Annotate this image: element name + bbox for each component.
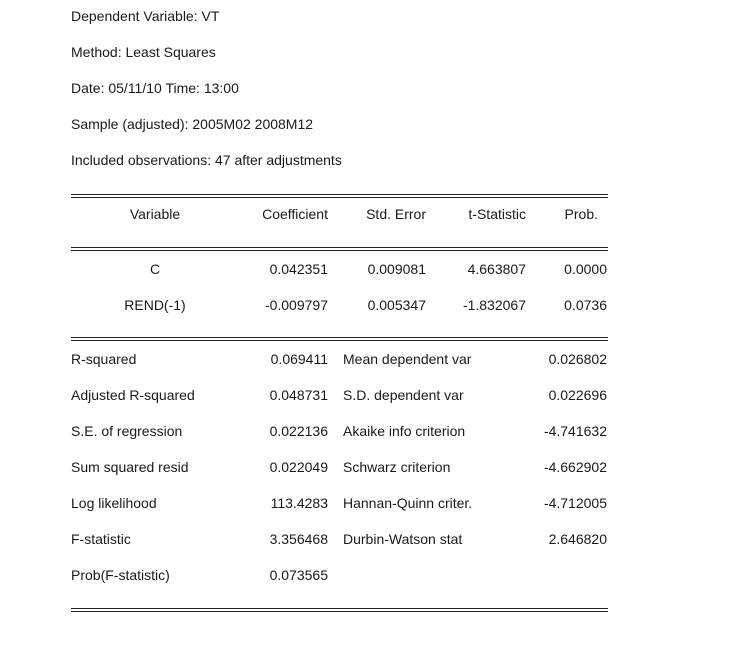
stat-value: 0.026802 — [548, 351, 607, 367]
stat-value: -4.712005 — [543, 495, 607, 511]
stat-value: 0.022696 — [548, 387, 607, 403]
sample-line: Sample (adjusted): 2005M02 2008M12 — [71, 116, 314, 132]
stat-label: R-squared — [71, 351, 137, 367]
stat-value: 2.646820 — [548, 531, 607, 547]
stat-label: S.E. of regression — [71, 423, 183, 439]
table-top-rule — [71, 194, 608, 198]
stat-label: Adjusted R-squared — [71, 387, 195, 403]
col-header-std-error: Std. Error — [366, 206, 426, 222]
coef-bottom-rule — [71, 337, 608, 341]
method-line: Method: Least Squares — [71, 44, 216, 60]
col-header-coefficient: Coefficient — [262, 206, 328, 222]
stat-value: -4.741632 — [543, 423, 607, 439]
col-header-t-statistic: t-Statistic — [468, 206, 526, 222]
stat-label: Akaike info criterion — [343, 423, 466, 439]
t-statistic-cell: -1.832067 — [462, 297, 526, 313]
observations-line: Included observations: 47 after adjustments — [71, 152, 342, 168]
stat-value: 0.022136 — [269, 423, 328, 439]
col-header-prob: Prob. — [564, 206, 598, 222]
stat-label: Prob(F-statistic) — [71, 567, 170, 583]
stat-value: 113.4283 — [270, 495, 328, 511]
dependent-variable-line: Dependent Variable: VT — [71, 8, 220, 24]
stat-label: Schwarz criterion — [343, 459, 451, 475]
stat-value: 3.356468 — [269, 531, 328, 547]
stat-label: Sum squared resid — [71, 459, 189, 475]
header-bottom-rule — [71, 247, 608, 251]
std-error-cell: 0.009081 — [367, 261, 426, 277]
stat-label: Log likelihood — [71, 495, 157, 511]
stat-label: Hannan-Quinn criter. — [343, 495, 473, 511]
stat-label: Durbin-Watson stat — [343, 531, 463, 547]
coefficient-cell: 0.042351 — [269, 261, 328, 277]
stat-label: S.D. dependent var — [343, 387, 464, 403]
stat-value: 0.069411 — [270, 351, 328, 367]
prob-cell: 0.0736 — [564, 297, 607, 313]
variable-cell: REND(-1) — [124, 297, 186, 313]
stat-value: 0.048731 — [269, 387, 328, 403]
t-statistic-cell: 4.663807 — [467, 261, 526, 277]
table-bottom-rule — [71, 608, 608, 612]
stat-label: F-statistic — [71, 531, 131, 547]
stat-value: 0.073565 — [269, 567, 328, 583]
col-header-variable: Variable — [129, 206, 181, 222]
stat-value: -4.662902 — [543, 459, 607, 475]
stat-label: Mean dependent var — [343, 351, 472, 367]
stat-value: 0.022049 — [269, 459, 328, 475]
std-error-cell: 0.005347 — [367, 297, 426, 313]
prob-cell: 0.0000 — [564, 261, 607, 277]
coefficient-cell: -0.009797 — [264, 297, 328, 313]
variable-cell: C — [149, 261, 161, 277]
date-time-line: Date: 05/11/10 Time: 13:00 — [71, 80, 239, 96]
